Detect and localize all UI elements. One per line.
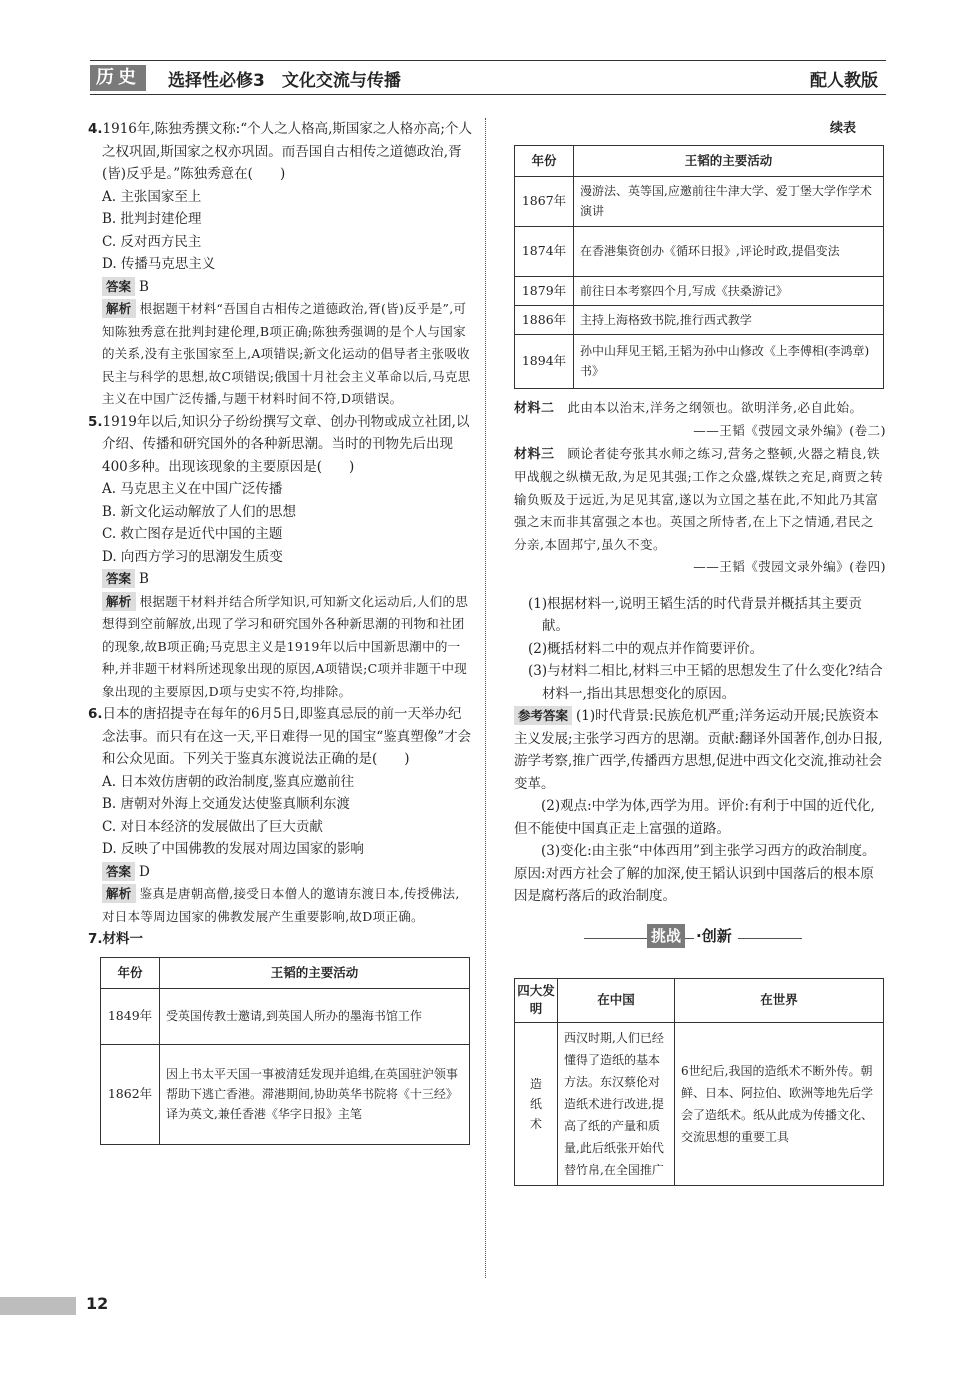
col-year: 年份 [515, 145, 574, 176]
material-3 [514, 443, 886, 557]
analysis-text: 鉴真是唐朝高僧,接受日本僧人的邀请东渡日本,传授佛法,对日本等周边国家的佛教发展产生重要影响,故D项正确。 [102, 886, 460, 924]
table-header-row [515, 145, 884, 176]
question-number: 6. [88, 706, 103, 722]
material-2-text: 此由本以治末,洋务之纲领也。欲明洋务,必自此始。 [567, 399, 863, 415]
sub-question-3: (3)与材料二相比,材料三中王韬的思想发生了什么变化?结合材料一,指出其思想变化的原因。 [528, 663, 883, 702]
table-continued-label: 续表 [829, 121, 856, 136]
challenge-text: ·创新 [694, 924, 738, 948]
row-activity: 在香港集资创办《循环日报》,评论时政,提倡变法 [574, 226, 884, 276]
page-number: 12 [86, 1294, 109, 1313]
header-top-rule [90, 60, 886, 61]
q5-option-c: C. 救亡图存是近代中国的主题 [102, 526, 283, 542]
table-row [515, 1022, 884, 1185]
q6-option-b: B. 唐朝对外海上交通发达使鉴真顺利东渡 [102, 796, 351, 812]
row-year: 1849年 [101, 988, 160, 1044]
table-row [515, 305, 884, 334]
analysis-text: 根据题干材料并结合所学知识,可知新文化运动后,人们的思想得到空前解放,出现了学习和研究国外各种新思潮的刊物和社团的现象,故B项正确;马克思主义是1919年以后中国新思潮中的一种,并非题干材料所述现象出现的原因,A项错误;C项并非题干中现象出现的主要原因,D项与史实不符,均排除。 [102, 593, 469, 699]
left-column [88, 118, 472, 1145]
row-year: 1886年 [515, 305, 574, 334]
question-text: 1919年以后,知识分子纷纷撰写文章、创办刊物或成立社团,以介绍、传播和研究国外的各种新思潮。当时的刊物先后出现400多种。出现该现象的主要原因是( ) [102, 413, 470, 475]
col-activity: 王韬的主要活动 [574, 145, 884, 176]
challenge-badge: 挑战 [647, 924, 685, 948]
ref-answer-2: (2)观点:中学为体,西学为用。评价:有利于中国的近代化,但不能使中国真正走上富强的道路。 [514, 798, 875, 837]
question-5-stem [88, 411, 472, 479]
material-2-label: 材料二 [514, 400, 555, 416]
table-row [515, 276, 884, 305]
answer-tag: 答案 [102, 862, 135, 881]
col-invention: 四大发明 [515, 978, 558, 1022]
q4-option-c: C. 反对西方民主 [102, 233, 202, 250]
q6-option-c: C. 对日本经济的发展做出了巨大贡献 [102, 818, 323, 835]
ref-answer-tag: 参考答案 [514, 706, 572, 725]
row-activity: 孙中山拜见王韬,王韬为孙中山修改《上李傅相(李鸿章)书》 [574, 334, 884, 388]
answer-value: B [139, 571, 149, 587]
question-6-stem [88, 703, 472, 771]
q4-option-d: D. 传播马克思主义 [102, 256, 216, 272]
analysis-text: 根据题干材料“吾国自古相传之道德政治,胥(皆)反乎是”,可知陈独秀意在批判封建伦理,B项正确;陈独秀强调的是个人与国家的关系,没有主张国家至上,A项错误;新文化运动的倡导者主张吸收民主与科学的思想,故C项错误;俄国十月社会主义革命以后,马克思主义在中国广泛传播,与题干材料时间不符,D项错误。 [102, 301, 471, 406]
analysis-tag: 解析 [102, 299, 136, 318]
material-3-source: ——王韬《弢园文录外编》(卷四) [693, 559, 886, 574]
row-year: 1862年 [101, 1044, 160, 1144]
q4-option-b: B. 批判封建伦理 [102, 211, 202, 227]
ref-answer-text: (1)时代背景:民族危机严重;洋务运动开展;民族资本主义发展;主张学习西方的思潮。贡献:翻译外国著作,创办日报,游学考察,推广西学,传播西方思想,促进中西文化交流,推动社会变革。 [514, 708, 883, 792]
challenge-section-title [514, 918, 886, 954]
question-4-stem [88, 118, 472, 186]
q5-answer [88, 568, 472, 591]
col-year: 年份 [101, 957, 160, 988]
table-row [101, 988, 470, 1044]
question-text: 1916年,陈独秀撰文称:“个人之人格高,斯国家之人格亦高;个人之权巩固,斯国家之权亦巩固。而吾国自古相传之道德政治,胥(皆)反乎是。”陈独秀意在( ) [102, 121, 472, 182]
subject-badge: 历史 [90, 65, 146, 91]
material-3-text: 顾论者徒夸张其水师之练习,营务之整顿,火器之精良,铁甲战舰之纵横无敌,为足见其强;工作之众盛,煤铁之充足,商贾之转输负贩及于远近,为足见其富,遂以为立国之基在此,不知此乃其富强之末而非其富强之本也。英国之所恃者,在上下之情通,君民之分亲,本固邦宁,虽久不变。 [514, 445, 884, 552]
q5-option-d: D. 向西方学习的思潮发生质变 [102, 548, 283, 565]
col-in-china: 在中国 [558, 978, 675, 1022]
analysis-tag: 解析 [102, 592, 136, 611]
q6-option-d: D. 反映了中国佛教的发展对周边国家的影响 [102, 841, 364, 857]
q6-option-a: A. 日本效仿唐朝的政治制度,鉴真应邀前往 [102, 773, 355, 790]
q5-option-b: B. 新文化运动解放了人们的思想 [102, 503, 297, 520]
col-activity: 王韬的主要活动 [160, 957, 470, 988]
material-2-source: ——王韬《弢园文录外编》(卷二) [693, 423, 886, 438]
row-year: 1867年 [515, 176, 574, 226]
answer-tag: 答案 [102, 277, 135, 296]
invention-name: 造纸术 [515, 1022, 558, 1185]
sub-question-2: (2)概括材料二中的观点并作简要评价。 [528, 640, 764, 657]
col-in-world: 在世界 [675, 978, 884, 1022]
sub-question-1: (1)根据材料一,说明王韬生活的时代背景并概括其主要贡献。 [528, 595, 862, 634]
row-activity: 主持上海格致书院,推行西式教学 [574, 305, 884, 334]
question-number: 5. [88, 413, 103, 430]
material-2 [514, 397, 886, 421]
q6-answer [88, 861, 472, 884]
footer-bar [0, 1297, 76, 1315]
table-header-row [515, 978, 884, 1022]
invention-in-china: 西汉时期,人们已经懂得了造纸的基本方法。东汉蔡伦对造纸术进行改进,提高了纸的产量和质量,此后纸张开始代替竹帛,在全国推广 [558, 1022, 675, 1185]
ref-answer-1 [514, 705, 886, 795]
row-activity: 漫游法、英等国,应邀前往牛津大学、爱丁堡大学作学术演讲 [574, 176, 884, 226]
question-7-stem [88, 928, 472, 951]
q5-analysis [88, 591, 472, 704]
answer-value: D [139, 863, 150, 880]
table-row [101, 1044, 470, 1144]
inventions-table [514, 978, 884, 1186]
q4-analysis [88, 298, 472, 411]
answer-value: B [139, 278, 149, 295]
row-activity: 因上书太平天国一事被清廷发现并追缉,在英国驻沪领事帮助下逃亡香港。滞港期间,协助英华书院将《十三经》译为英文,兼任香港《华字日报》主笔 [160, 1044, 470, 1144]
row-activity: 受英国传教士邀请,到英国人所办的墨海书馆工作 [160, 988, 470, 1044]
right-column [514, 118, 886, 1186]
table-row [515, 334, 884, 388]
column-divider [485, 118, 486, 1278]
header-bottom-rule [90, 94, 886, 95]
row-year: 1879年 [515, 276, 574, 305]
q4-answer [88, 276, 472, 299]
table-row [515, 226, 884, 276]
page-header [90, 60, 886, 94]
question-text: 日本的唐招提寺在每年的6月5日,即鉴真忌辰的前一天举办纪念法事。而只有在这一天,平日难得一见的国宝“鉴真塑像”才会和公众见面。下列关于鉴真东渡说法正确的是( ) [102, 706, 472, 767]
q5-option-a: A. 马克思主义在中国广泛传播 [102, 481, 283, 497]
q6-analysis [88, 883, 472, 928]
row-year: 1874年 [515, 226, 574, 276]
invention-in-world: 6世纪后,我国的造纸术不断外传。朝鲜、日本、阿拉伯、欧洲等地先后学会了造纸术。纸从此成为传播文化、交流思想的重要工具 [675, 1022, 884, 1185]
q4-option-a: A. 主张国家至上 [102, 188, 202, 205]
material-1-label: 材料一 [102, 931, 144, 947]
question-number: 4. [88, 121, 103, 137]
table-header-row [101, 957, 470, 988]
question-number: 7. [88, 931, 103, 947]
row-year: 1894年 [515, 334, 574, 388]
row-activity: 前往日本考察四个月,写成《扶桑游记》 [574, 276, 884, 305]
table-row [515, 176, 884, 226]
edition-label: 配人教版 [810, 71, 878, 91]
ref-answer-3: (3)变化:由主张“中体西用”到主张学习西方的政治制度。原因:对西方社会了解的加深,使王韬认识到中国落后的根本原因是腐朽落后的政治制度。 [514, 843, 876, 904]
analysis-tag: 解析 [102, 884, 136, 903]
wangtao-table-part2 [514, 145, 884, 389]
material-3-label: 材料三 [514, 446, 555, 462]
challenge-rule [584, 938, 802, 939]
book-title: 选择性必修3 文化交流与传播 [168, 71, 401, 91]
answer-tag: 答案 [102, 569, 135, 588]
wangtao-table-part1 [100, 957, 470, 1145]
